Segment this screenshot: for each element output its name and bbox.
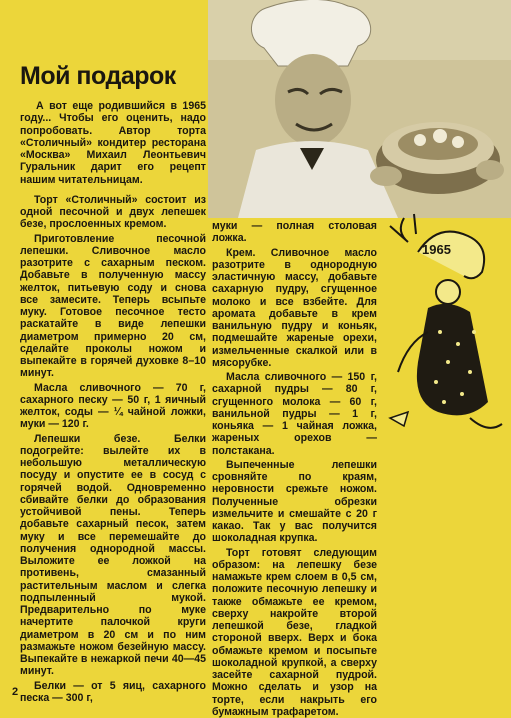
intro-block bbox=[20, 100, 206, 186]
page-number: 2 bbox=[12, 686, 18, 698]
intro-paragraph: А вот еще родившийся в 1965 году... Чтобы его оценить, надо попробовать. Автор торта «Столичный» кондитер ресторана «Москва» Михаил Леонтьевич Гуральник дарит его рецепт нашим читательницам. bbox=[20, 100, 206, 186]
paragraph: Выпеченные лепешки сровняйте по краям, неровности срежьте ножом. Полученные обрезки измельчите и смешайте с 20 г какао. Так у вас получится шоколадная крупка. bbox=[212, 459, 377, 545]
paragraph: муки — полная столовая ложка. bbox=[212, 220, 377, 245]
left-column bbox=[20, 100, 206, 695]
paragraph: Приготовление песочной лепешки. Сливочное масло разотрите с сахарным песком. Добавьте в полученную массу желток, питьевую соду и снова все замесите. Теперь всыпьте муку. Готовое песочное тесто раскатайте в виде лепешки диаметром примерно 20 см, сделайте проколы ножом и выпекайте в горячей духовке 8–10 минут. bbox=[20, 233, 206, 380]
paragraph: Белки — от 5 яиц, сахарного песка — 300 г, bbox=[20, 680, 206, 705]
paragraph: Торт «Столичный» состоит из одной песочной и двух лепешек безе, прослоенных кремом. bbox=[20, 194, 206, 231]
new-year-figure-illustration bbox=[378, 212, 511, 452]
paragraph: Масла сливочного — 150 г, сахарной пудры — 80 г, сгущенного молока — 60 г, ванильной пудры — 1 г, коньяка — 1 чайная ложка, жареных орехов — полстакана. bbox=[212, 371, 377, 457]
paragraph: Крем. Сливочное масло разотрите в однородную эластичную массу, добавьте сахарную пудру, сгущенное молоко и все взбейте. Для аромата добавьте в крем ванильную пудру и коньяк, подмешайте жареные орехи, измельченные скалкой или в мясорубке. bbox=[212, 247, 377, 370]
chef-photo bbox=[208, 0, 511, 218]
paragraph: Масла сливочного — 70 г, сахарного песку — 50 г, 1 яичный желток, соды — ¼ чайной ложки, муки — 120 г. bbox=[20, 382, 206, 431]
paragraph: Торт готовят следующим образом: на лепешку безе намажьте крем слоем в 0,5 см, положите песочную лепешку и также обмажьте ее кремом, сверху накройте второй лепешкой безе, гладкой стороной вверх. Верх и бока обмажьте кремом и посыпьте шоколадной крупкой, а сверху засейте сахарной пудрой. Можно сделать и узор на торте, если накрыть его бумажным трафаретом. bbox=[212, 547, 377, 718]
illustration-drawing bbox=[378, 212, 511, 452]
illustration-year-label: 1965 bbox=[422, 242, 451, 257]
chef-photo-image bbox=[208, 0, 511, 218]
article-title: Мой подарок bbox=[20, 62, 210, 91]
paragraph: Лепешки безе. Белки подогрейте: вылейте их в небольшую металлическую посуду и опустите ее в сосуд с горячей водой. Одновременно сбивайте белки до образования устойчивой пены. Теперь добавьте сахарный песок, затем муку и все перемешайте до получения однородной массы. Выложите ее ложкой на противень, смазанный растительным маслом и слегка подпыленный мукой. Предварительно по муке начертите палочкой круги диаметром в 20 см и по ним размажьте ножом безейную массу. Выпекайте в нежаркой печи 40—45 минут. bbox=[20, 433, 206, 678]
right-column bbox=[212, 220, 377, 690]
